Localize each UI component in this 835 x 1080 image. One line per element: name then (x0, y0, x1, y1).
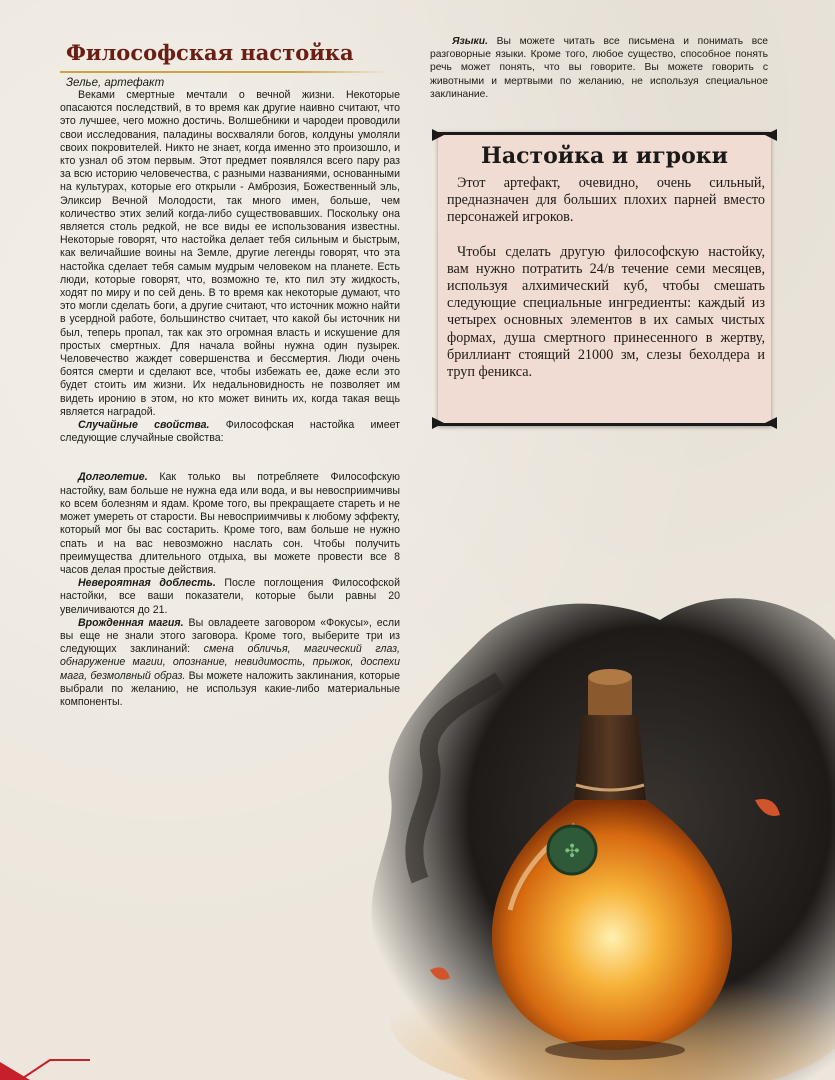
potion-illustration (360, 580, 835, 1080)
page-title: Философская настойка (66, 40, 354, 65)
longevity-paragraph (60, 471, 400, 577)
spell-list: смена обличья, магический глаз, обнаружение магии, опознание, невидимость, прыжок, доспехи мага, безмолвный образ. (60, 643, 400, 682)
innate-magic-text: Вы овладеете заговором «Фокусы», если вы еще не знали этого заговора. Кроме того, выберите три из следующих заклинаний: (60, 616, 400, 656)
sidebar-text (438, 175, 771, 381)
innate-magic-label: Врожденная магия. (78, 616, 184, 629)
body-text (60, 89, 400, 709)
longevity-label: Долголетие. (78, 471, 148, 484)
item-type: Зелье, артефакт (66, 77, 165, 89)
languages-block (430, 35, 768, 101)
sidebar-title: Настойка и игроки (481, 143, 728, 169)
random-properties-paragraph (60, 419, 400, 445)
prowess-text: После поглощения Философской настойки, все ваши показатели, которые были равны 20 увеличиваются до 21. (60, 577, 400, 616)
intro-paragraph: Веками смертные мечтали о вечной жизни. Некоторые опасаются последствий, в то время как другие наивно считают, что это лучшее, чего можно достичь. Волшебники и чародеи проводили свои исследования, паладины восхваляли богов, колдуны умоляли своих покровителей. Никто не знает, когда именно это произошло, и кто узнал об этом первым. Этот предмет появлялся всего пару раз за всю историю человечества, с разными названиями, основанными на культурах, которые его открыли - Амброзия, Божественный эль, Эликсир Вечной Молодости, так много имен, больше, чем количество этих зелий когда-либо существовавших. Поскольку она является столь редкой, не все виды ее использования известны. Некоторые говорят, что настойка делает тебя сильным и быстрым, как величайшие воины на Земле, другие легенды говорят, что эта настойка сделает тебя самым мудрым человеком на планете. Есть люди, которые говорят, что, возможно те, кто пил эту жидкость, ходят по миру и по сей день. В то время как некоторые думают, что это могли сделать боги, а другие считают, что источник можно найти в усердной работе, большинство считает, что какой бы источник ни был, теперь пропал, так как это огромная власть и искушение для простых смертных. Для начала войны нужна один пузырек. Человечество жаждет совершенства и бессмертия. Люди очень боятся смерти и сделают все, чтобы избежать ее, даже если это будет стоить им жизни. Их недальновидность не позволяет им видеть иронию в этом, но кто может винить их, когда такая вещь является наградой. (60, 89, 400, 418)
random-properties-text: Философская настойка имеет следующие случайные свойства: (60, 419, 400, 445)
innate-magic-paragraph (60, 617, 400, 709)
languages-paragraph (430, 35, 768, 101)
sidebar-box (438, 132, 771, 426)
sidebar-paragraph-1: Этот артефакт, очевидно, очень сильный, предназначен для больших плохих парней вместо персонажей игроков. (447, 175, 765, 226)
prowess-label: Невероятная доблесть. (78, 577, 216, 590)
prowess-paragraph (60, 577, 400, 617)
longevity-text: Как только вы потребляете Философскую настойку, вам больше не нужна еда или вода, и вы невосприимчивы ко всем болезням и ядам. Кроме того, вы прекращаете стареть и не может умереть от старости. Вы невосприимчивы к любому эффекту, который мог бы вас состарить. Кроме того, вам больше не нужно спать и на вас невозможно наслать сон. Чтобы получить преимущества длительного отдыха, вы можете провести все 8 часов делая простые действия. (60, 471, 400, 576)
innate-magic-text-2: Вы можете наложить заклинания, которые выбрали по желанию, не используя какие-либо материальные компоненты. (60, 669, 400, 708)
random-properties-label: Случайные свойства. (78, 419, 210, 432)
corner-decoration (0, 1040, 90, 1080)
left-column (60, 40, 400, 709)
sidebar-paragraph-2: Чтобы сделать другую философскую настойку, вам нужно потратить 24/в течение семи месяцев, используя алхимический куб, чтобы смешать следующие специальные ингредиенты: каждый из четырех основных элементов в их самых чистых формах, душа смертного принесенного в жертву, бриллиант стоящий 21000 зм, слезы бехолдера и труп феникса. (447, 243, 765, 381)
languages-text: Вы можете читать все письмена и понимать все разговорные языки. Кроме того, любое существо, способное понять речь может понять, что вы говорите. Вы можете говорить с животными и мертвыми по желанию, не используя специальное заклинание. (430, 36, 768, 100)
title-divider (60, 71, 390, 73)
svg-text:✣: ✣ (564, 841, 580, 862)
languages-label: Языки. (452, 36, 488, 47)
